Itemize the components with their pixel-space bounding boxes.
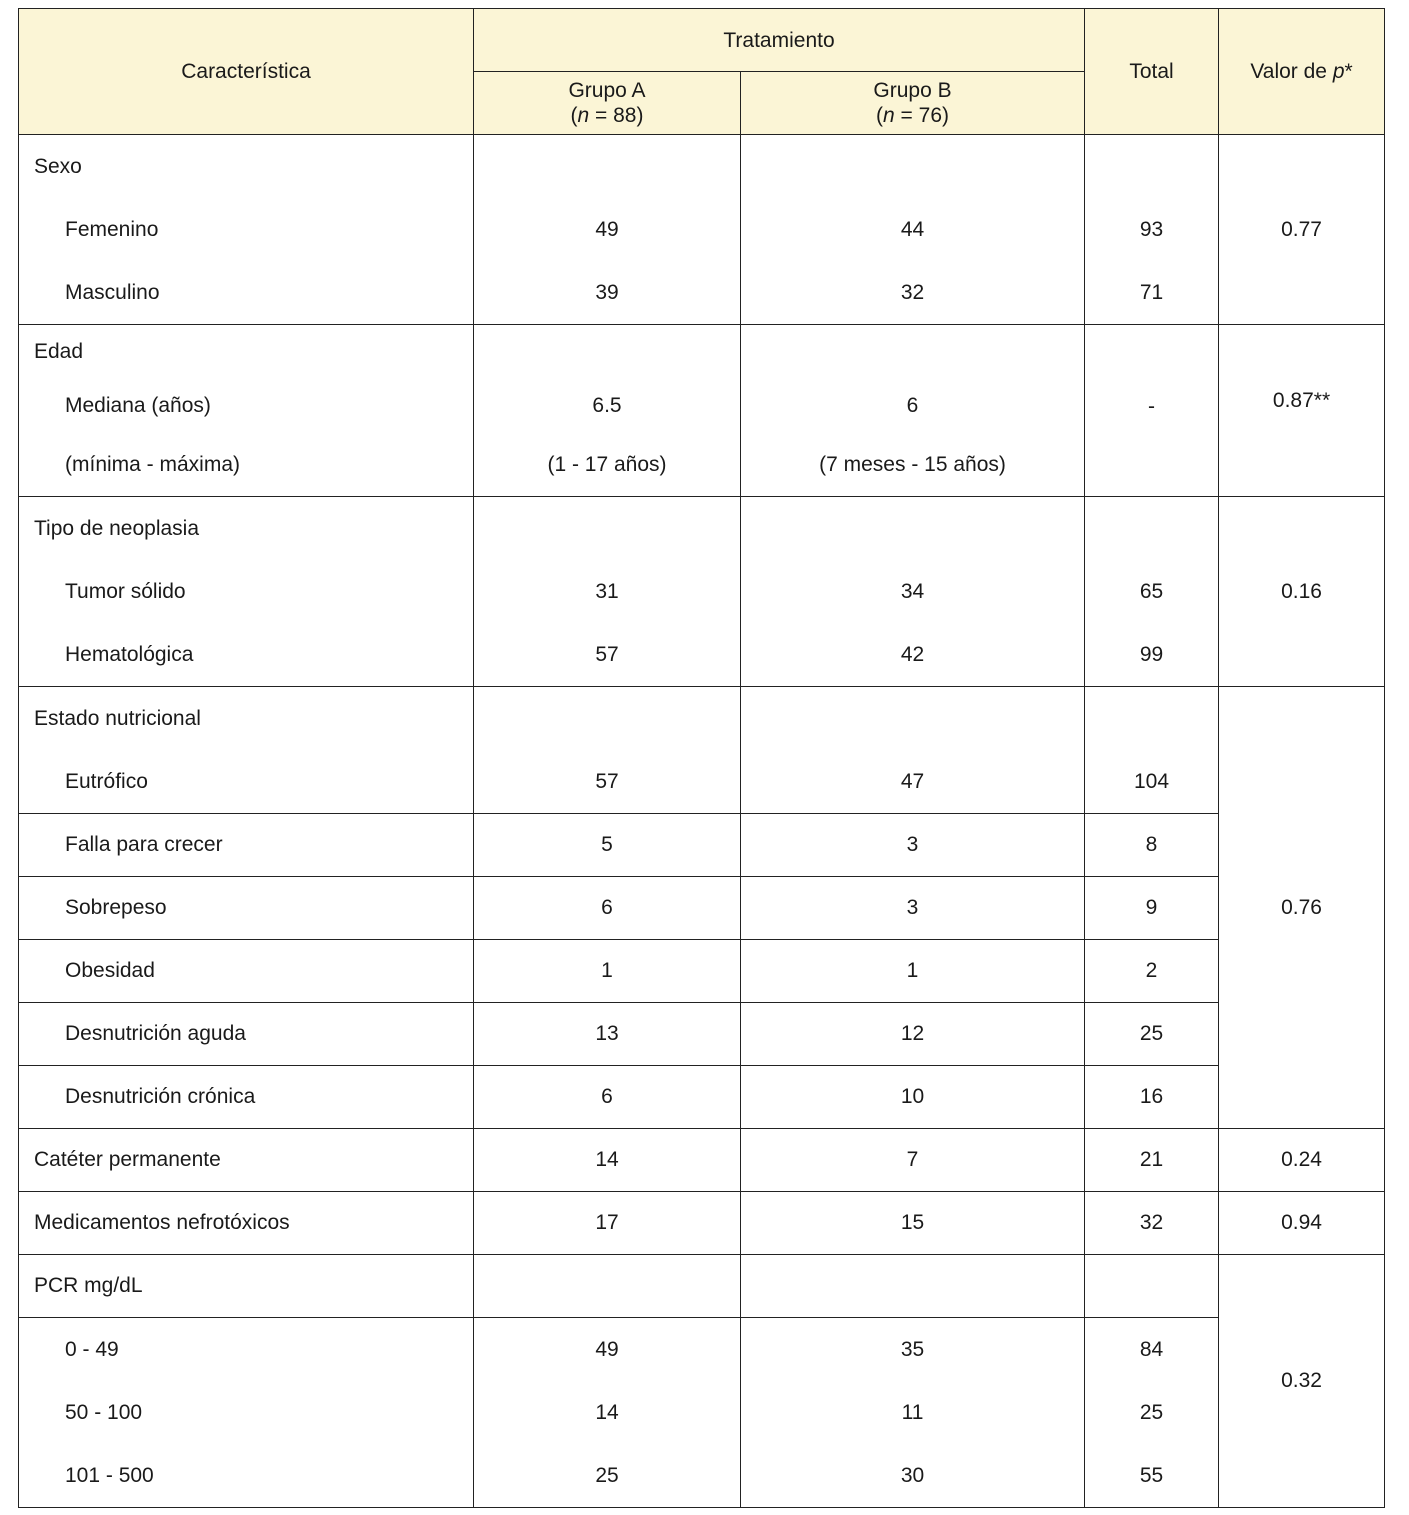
nutricional-row-b: 3	[741, 814, 1085, 877]
neoplasia-hemato-total: 99	[1139, 643, 1164, 666]
pcr-grupo-b-cell	[741, 1318, 1085, 1508]
edad-row	[19, 325, 1385, 497]
grupo-a-n-italic: n	[577, 104, 590, 127]
nutricional-grupo-b-cell	[741, 687, 1085, 814]
cateter-a: 14	[474, 1129, 741, 1192]
nutricional-row-label: Obesidad	[19, 940, 474, 1003]
neoplasia-label: Tipo de neoplasia	[34, 517, 200, 540]
pcr-range-label: 0 - 49	[65, 1338, 119, 1361]
nutricional-row-a: 1	[474, 940, 741, 1003]
nutricional-row-total: 25	[1085, 1003, 1219, 1066]
sexo-grupo-a-cell	[474, 135, 741, 325]
neoplasia-p-value: 0.16	[1281, 580, 1322, 603]
sexo-label-cell	[19, 135, 474, 325]
nutricional-row-b: 1	[741, 940, 1085, 1003]
header-grupo-a	[474, 72, 741, 135]
pcr-range-label: 101 - 500	[65, 1464, 154, 1487]
header-caracteristica: Característica	[19, 9, 474, 135]
cateter-label: Catéter permanente	[19, 1129, 474, 1192]
nutricional-row-total: 16	[1085, 1066, 1219, 1129]
neoplasia-grupo-a-cell	[474, 497, 741, 687]
edad-rango-a: (1 - 17 años)	[547, 453, 667, 476]
table-row	[19, 1003, 1385, 1066]
edad-total-cell	[1085, 325, 1219, 497]
header-total: Total	[1085, 9, 1219, 135]
grupo-b-n-open: (	[876, 104, 884, 127]
edad-mediana-a: 6.5	[592, 394, 622, 417]
nutricional-row-total: 9	[1085, 877, 1219, 940]
nutricional-row-total: 8	[1085, 814, 1219, 877]
edad-p-cell	[1219, 325, 1385, 497]
edad-rango-label: (mínima - máxima)	[65, 453, 241, 476]
neoplasia-row	[19, 497, 1385, 687]
table-row	[19, 1066, 1385, 1129]
pcr-ranges-cell	[19, 1318, 474, 1508]
grupo-a-n-rest: = 88)	[589, 104, 644, 127]
sexo-femenino-a: 49	[595, 218, 619, 241]
nutricional-label: Estado nutricional	[34, 707, 201, 730]
pcr-p-value: 0.32	[1219, 1255, 1385, 1508]
grupo-b-n-italic: n	[883, 104, 895, 127]
pcr-values-row	[19, 1318, 1385, 1508]
grupo-b-n-rest: = 76)	[894, 104, 949, 127]
nutricional-row-label: Desnutrición aguda	[19, 1003, 474, 1066]
neoplasia-solido-b: 34	[900, 580, 925, 603]
table-row	[19, 814, 1385, 877]
sexo-femenino-total: 93	[1139, 218, 1164, 241]
sexo-label: Sexo	[34, 155, 82, 178]
grupo-a-label: Grupo A	[568, 79, 646, 102]
characteristics-table	[18, 8, 1385, 1508]
grupo-a-n-open: (	[570, 104, 578, 127]
sexo-p-value: 0.77	[1281, 218, 1322, 241]
medicamentos-label: Medicamentos nefrotóxicos	[19, 1192, 474, 1255]
nutricional-row-a: 5	[474, 814, 741, 877]
sexo-masculino-label: Masculino	[65, 281, 160, 304]
sexo-femenino-b: 44	[900, 218, 925, 241]
pcr-range-b: 11	[901, 1401, 924, 1424]
header-valor-p-italic: p	[1332, 60, 1345, 83]
nutricional-label-cell	[19, 687, 474, 814]
pcr-label: PCR mg/dL	[19, 1255, 474, 1318]
sexo-masculino-b: 32	[900, 281, 925, 304]
pcr-range-total: 25	[1139, 1401, 1164, 1424]
edad-label-cell	[19, 325, 474, 497]
pcr-range-b: 35	[900, 1338, 925, 1361]
nutricional-row-b: 12	[741, 1003, 1085, 1066]
medicamentos-b: 15	[741, 1192, 1085, 1255]
sexo-grupo-b-cell	[741, 135, 1085, 325]
header-row-top	[19, 9, 1385, 72]
neoplasia-total-cell	[1085, 497, 1219, 687]
nutricional-total-cell	[1085, 687, 1219, 814]
header-valor-p	[1219, 9, 1385, 135]
pcr-grupo-a-cell	[474, 1318, 741, 1508]
pcr-range-a: 49	[595, 1338, 619, 1361]
edad-mediana-b: 6	[906, 394, 919, 417]
cateter-b: 7	[741, 1129, 1085, 1192]
pcr-range-total: 55	[1139, 1464, 1164, 1487]
edad-label: Edad	[34, 340, 84, 363]
header-grupo-b	[741, 72, 1085, 135]
nutricional-row-total: 2	[1085, 940, 1219, 1003]
pcr-total-cell	[1085, 1318, 1219, 1508]
sexo-masculino-a: 39	[595, 281, 619, 304]
pcr-header-a	[474, 1255, 741, 1318]
neoplasia-solido-a: 31	[595, 580, 619, 603]
nutricional-row-label: Sobrepeso	[19, 877, 474, 940]
nutricional-row-label: Falla para crecer	[19, 814, 474, 877]
table-row	[19, 940, 1385, 1003]
neoplasia-p-cell	[1219, 497, 1385, 687]
nutricional-eutrofico-a: 57	[595, 770, 619, 793]
cateter-row	[19, 1129, 1385, 1192]
neoplasia-hemato-b: 42	[900, 643, 925, 666]
pcr-row	[19, 1255, 1385, 1318]
medicamentos-p-value: 0.94	[1219, 1192, 1385, 1255]
nutricional-p-cell: 0.76	[1219, 687, 1385, 1129]
neoplasia-label-cell	[19, 497, 474, 687]
edad-p-value: 0.87**	[1272, 389, 1331, 412]
pcr-range-a: 14	[595, 1401, 619, 1424]
header-valor-p-suffix: *	[1344, 60, 1353, 83]
medicamentos-total: 32	[1085, 1192, 1219, 1255]
neoplasia-solido-label: Tumor sólido	[65, 580, 186, 603]
pcr-range-b: 30	[900, 1464, 925, 1487]
nutricional-row-label: Desnutrición crónica	[19, 1066, 474, 1129]
medicamentos-row	[19, 1192, 1385, 1255]
pcr-header-total	[1085, 1255, 1219, 1318]
cateter-p-value: 0.24	[1219, 1129, 1385, 1192]
edad-grupo-a-cell	[474, 325, 741, 497]
nutricional-row	[19, 687, 1385, 814]
edad-rango-b: (7 meses - 15 años)	[819, 453, 1006, 476]
pcr-range-label: 50 - 100	[65, 1401, 143, 1424]
nutricional-eutrofico-b: 47	[900, 770, 925, 793]
nutricional-row-a: 6	[474, 1066, 741, 1129]
sexo-total-cell	[1085, 135, 1219, 325]
medicamentos-a: 17	[474, 1192, 741, 1255]
cateter-total: 21	[1085, 1129, 1219, 1192]
header-valor-p-prefix: Valor de	[1250, 60, 1327, 83]
nutricional-eutrofico-total: 104	[1133, 770, 1170, 793]
neoplasia-solido-total: 65	[1139, 580, 1164, 603]
nutricional-row-a: 13	[474, 1003, 741, 1066]
sexo-p-cell	[1219, 135, 1385, 325]
sexo-row	[19, 135, 1385, 325]
grupo-b-label: Grupo B	[873, 79, 952, 102]
neoplasia-grupo-b-cell	[741, 497, 1085, 687]
neoplasia-hemato-a: 57	[595, 643, 619, 666]
edad-mediana-label: Mediana (años)	[65, 394, 211, 417]
pcr-header-b	[741, 1255, 1085, 1318]
nutricional-grupo-a-cell	[474, 687, 741, 814]
nutricional-row-b: 3	[741, 877, 1085, 940]
sexo-masculino-total: 71	[1139, 281, 1164, 304]
table-row	[19, 877, 1385, 940]
pcr-range-a: 25	[595, 1464, 619, 1487]
header-tratamiento: Tratamiento	[474, 9, 1085, 72]
nutricional-row-a: 6	[474, 877, 741, 940]
edad-grupo-b-cell	[741, 325, 1085, 497]
pcr-range-total: 84	[1139, 1338, 1164, 1361]
sexo-femenino-label: Femenino	[65, 218, 159, 241]
nutricional-eutrofico-label: Eutrófico	[65, 770, 148, 793]
nutricional-row-b: 10	[741, 1066, 1085, 1129]
neoplasia-hemato-label: Hematológica	[65, 643, 194, 666]
edad-total: -	[1148, 395, 1156, 418]
